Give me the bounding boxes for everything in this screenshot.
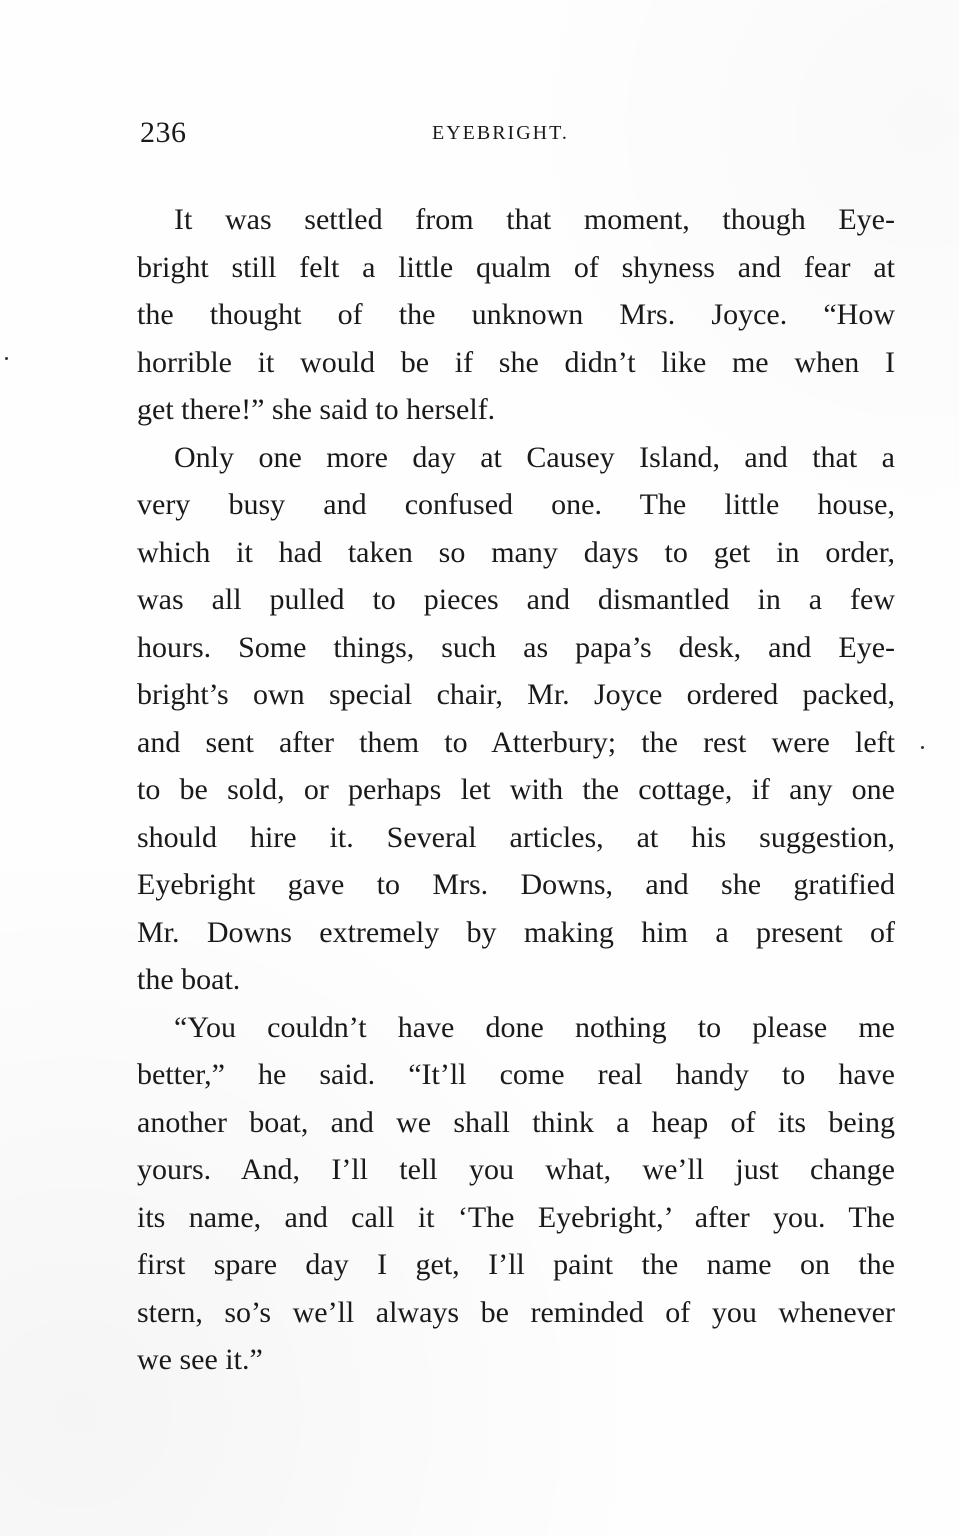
text-line: another boat, and we shall think a heap of its being — [137, 1105, 895, 1139]
text-line: its name, and call it ‘The Eyebright,’ after you. The — [137, 1200, 895, 1234]
text-line: very busy and confused one. The little house, — [137, 488, 895, 521]
text-line: bright still felt a little qualm of shyness and fear at — [137, 250, 895, 284]
scan-speck — [5, 357, 8, 360]
scan-speck — [921, 746, 924, 749]
text-line: and sent after them to Atterbury; the rest were left — [137, 725, 895, 759]
text-line: better,” he said. “It’ll come real handy to have — [137, 1058, 895, 1091]
text-line: first spare day I get, I’ll paint the name on the — [137, 1248, 895, 1281]
text-line: It was settled from that moment, though Eye- — [174, 203, 895, 236]
text-line: Eyebright gave to Mrs. Downs, and she gratified — [137, 868, 895, 901]
text-line: which it had taken so many days to get in order, — [137, 535, 895, 569]
page-number: 236 — [140, 116, 187, 149]
text-line: should hire it. Several articles, at his suggestion, — [137, 820, 895, 854]
text-line: the boat. — [137, 963, 241, 996]
text-line: was all pulled to pieces and dismantled in a few — [137, 583, 895, 616]
text-line: “You couldn’t have done nothing to please me — [174, 1010, 895, 1044]
text-line: hours. Some things, such as papa’s desk, and Eye- — [137, 630, 895, 664]
text-line: to be sold, or perhaps let with the cottage, if any one — [137, 773, 895, 806]
text-line: bright’s own special chair, Mr. Joyce ordered packed, — [137, 678, 895, 711]
text-line: stern, so’s we’ll always be reminded of you whenever — [137, 1295, 895, 1329]
paragraph — [137, 196, 895, 434]
text-line: the thought of the unknown Mrs. Joyce. “How — [137, 298, 895, 331]
text-line: yours. And, I’ll tell you what, we’ll just change — [137, 1153, 895, 1186]
body-text — [137, 196, 895, 1384]
text-line: Only one more day at Causey Island, and that a — [174, 440, 895, 474]
text-line: get there!” she said to herself. — [137, 393, 496, 426]
page-header — [140, 116, 620, 156]
paragraph — [137, 1004, 895, 1384]
running-title: EYEBRIGHT. — [432, 122, 569, 144]
text-line: horrible it would be if she didn’t like me when I — [137, 345, 895, 379]
paragraph — [137, 434, 895, 1004]
text-line: we see it.” — [137, 1343, 263, 1376]
text-line: Mr. Downs extremely by making him a present of — [137, 915, 895, 949]
